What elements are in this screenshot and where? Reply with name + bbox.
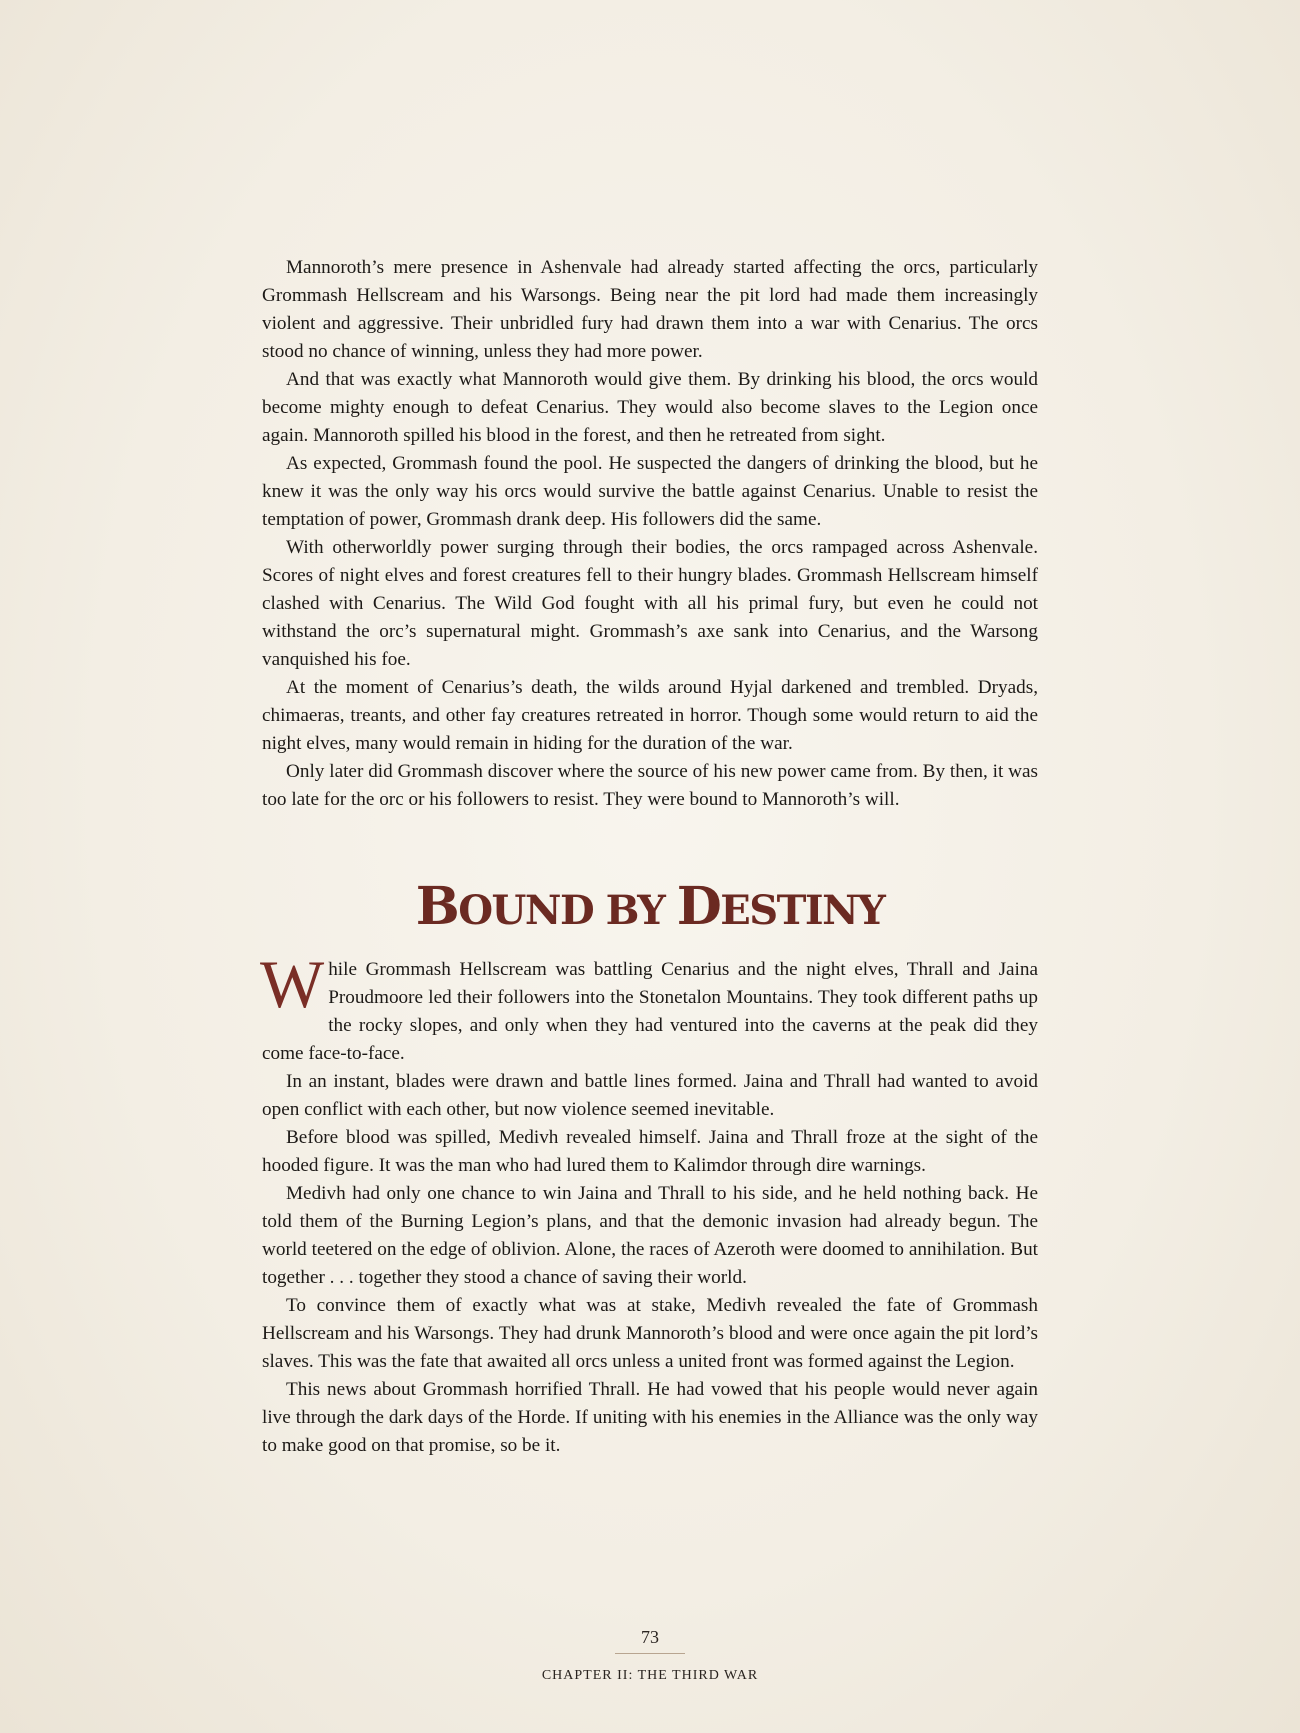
lead-paragraph	[260, 946, 1038, 1068]
paragraph: As expected, Grommash found the pool. He suspected the dangers of drinking the blood, but he knew it was the only way his orcs would survive the battle against Cenarius. Unable to resist the temptation of power, Grommash drank deep. His followers did the same.	[262, 453, 1038, 530]
paragraph: At the moment of Cenarius’s death, the wilds around Hyjal darkened and trembled. Dryads, chimaeras, treants, and other fay creatures retreated in horror. Though some would return to aid the night elves, many would remain in hiding for the duration of the war.	[262, 677, 1038, 754]
heading-smallcaps: ESTINY	[720, 887, 885, 934]
drop-cap: W	[260, 946, 325, 1022]
paragraph: Mannoroth’s mere presence in Ashenvale had already started affecting the orcs, particularly Grommash Hellscream and his Warsongs. Being near the pit lord had made them increasingly violent and aggressive. Their unbridled fury had drawn them into a war with Cenarius. The orcs stood no chance of winning, unless they had more power.	[262, 257, 1038, 362]
footer-divider	[615, 1653, 685, 1654]
section-bound-by-destiny-text	[260, 946, 1038, 1460]
lead-paragraph-text: hile Grommash Hellscream was battling Cenarius and the night elves, Thrall and Jaina Proudmoore led their followers into the Stonetalon Mountains. They took different paths up the rocky slopes, and only when they had ventured into the caverns at the peak did they come face-to-face.	[262, 959, 1038, 1064]
paragraph: To convince them of exactly what was at stake, Medivh revealed the fate of Grommash Hellscream and his Warsongs. They had drunk Mannoroth’s blood and were once again the pit lord’s slaves. This was the fate that awaited all orcs unless a united front was formed against the Legion.	[262, 1295, 1038, 1372]
heading-cap: B	[415, 876, 459, 937]
section-mannoroth-text	[262, 254, 1038, 814]
paragraph: Only later did Grommash discover where the source of his new power came from. By then, it was too late for the orc or his followers to resist. They were bound to Mannoroth’s will.	[262, 761, 1038, 810]
paragraph: In an instant, blades were drawn and battle lines formed. Jaina and Thrall had wanted to avoid open conflict with each other, but now violence seemed inevitable.	[262, 1071, 1038, 1120]
paragraph: This news about Grommash horrified Thrall. He had vowed that his people would never again live through the dark days of the Horde. If uniting with his enemies in the Alliance was the only way to make good on that promise, so be it.	[262, 1379, 1038, 1456]
section-heading	[0, 872, 1300, 946]
paragraph: With otherworldly power surging through their bodies, the orcs rampaged across Ashenvale. Scores of night elves and forest creatures fell to their hungry blades. Grommash Hellscream himself clashed with Cenarius. The Wild God fought with all his primal fury, but even he could not withstand the orc’s supernatural might. Grommash’s axe sank into Cenarius, and the Warsong vanquished his foe.	[262, 537, 1038, 670]
paragraph: And that was exactly what Mannoroth would give them. By drinking his blood, the orcs would become mighty enough to defeat Cenarius. They would also become slaves to the Legion once again. Mannoroth spilled his blood in the forest, and then he retreated from sight.	[262, 369, 1038, 446]
heading-cap: D	[676, 876, 721, 937]
paragraph: Before blood was spilled, Medivh revealed himself. Jaina and Thrall froze at the sight of the hooded figure. It was the man who had lured them to Kalimdor through dire warnings.	[262, 1127, 1038, 1176]
page-number: 73	[641, 1627, 659, 1647]
paragraph: Medivh had only one chance to win Jaina and Thrall to his side, and he held nothing back. He told them of the Burning Legion’s plans, and that the demonic invasion had already begun. The world teetered on the edge of oblivion. Alone, the races of Azeroth were doomed to annihilation. But together . . . together they stood a chance of saving their world.	[262, 1183, 1038, 1288]
chapter-title: CHAPTER II: THE THIRD WAR	[541, 1668, 759, 1683]
heading-smallcaps: OUND BY	[458, 887, 677, 934]
